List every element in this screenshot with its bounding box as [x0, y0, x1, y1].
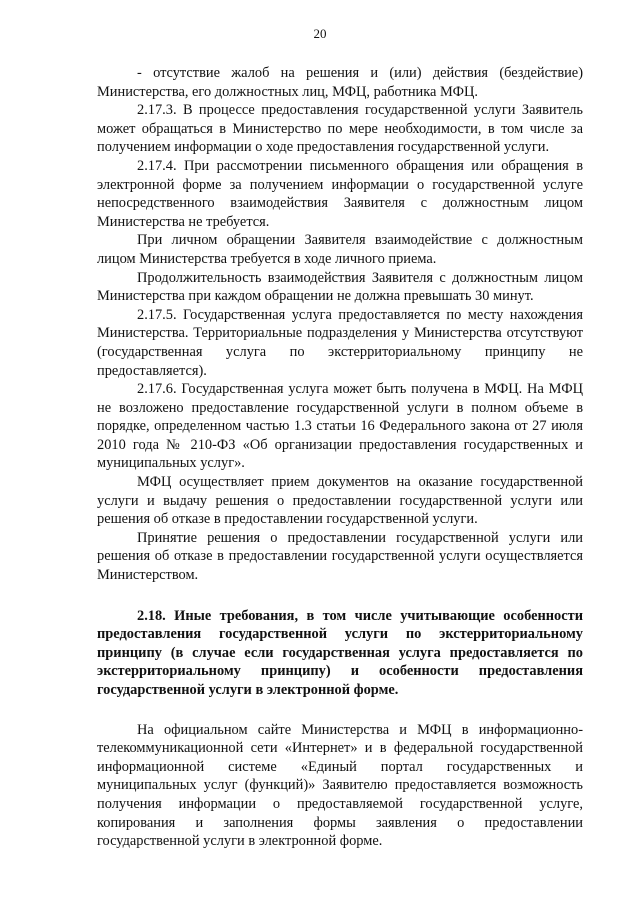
- paragraph-interaction-duration: Продолжительность взаимодействия Заявителя с должностным лицом Министерства при каждом обращении не должна превышать 30 минут.: [97, 269, 583, 305]
- page-number: 20: [313, 26, 327, 41]
- paragraph-2-17-5: 2.17.5. Государственная услуга предоставляется по месту нахождения Министерства. Территориальные подразделения у Министерства отсутствуют (государственная услуга по экстерриториальному принципу не предоставляется).: [97, 306, 583, 379]
- section-spacer: [97, 700, 583, 721]
- paragraph-decision-making: Принятие решения о предоставлении государственной услуги или решения об отказе в предоставлении государственной услуги осуществляется Министерством.: [97, 529, 583, 584]
- paragraph-complaints-absence: - отсутствие жалоб на решения и (или) действия (бездействие) Министерства, его должностных лиц, МФЦ, работника МФЦ.: [97, 65, 583, 100]
- paragraph-personal-appeal: При личном обращении Заявителя взаимодействие с должностным лицом Министерства требуется в ходе личного приема.: [97, 232, 583, 267]
- section-spacer: [97, 585, 583, 607]
- section-heading-2-18: 2.18. Иные требования, в том числе учитывающие особенности предоставления государственной услуги по экстерриториальному принципу (в случае если государственная услуга предоставляется по экстерриториальному принципу) и особенности предоставления государственной услуги в электронной форме.: [97, 607, 583, 698]
- paragraph-official-website: На официальном сайте Министерства и МФЦ в информационно-телекоммуникационной сети «Интернет» и в федеральной государственной информационной системе «Единый портал государственных и муниципальных услуг (функций)» Заявителю предоставляется возможность получения информации о предоставляемой государственной услуге, копирования и заполнения формы заявления о предоставлении государственной услуги в электронной форме.: [97, 721, 583, 850]
- paragraph-2-17-6: 2.17.6. Государственная услуга может быть получена в МФЦ. На МФЦ не возложено предоставление государственной услуги в полном объеме в порядке, определенном частью 1.3 статьи 16 Федерального закона от 27 июля 2010 года № 210-ФЗ «Об организации предоставления государственных и муниципальных услуг».: [97, 381, 583, 472]
- paragraph-2-17-3: 2.17.3. В процессе предоставления государственной услуги Заявитель может обращаться в Министерство по мере необходимости, в том числе за получением информации о ходе предоставления государственной услуги.: [97, 102, 583, 156]
- page-content: [97, 64, 583, 851]
- paragraph-2-17-4: 2.17.4. При рассмотрении письменного обращения или обращения в электронной форме за получением информации о государственной услуге непосредственного взаимодействия Заявителя с должностным лицом Министерства не требуется.: [97, 157, 583, 230]
- paragraph-mfc-documents: МФЦ осуществляет прием документов на оказание государственной услуги и выдачу решения о предоставлении государственной услуги или решения об отказе в предоставлении государственной услуги.: [97, 474, 583, 528]
